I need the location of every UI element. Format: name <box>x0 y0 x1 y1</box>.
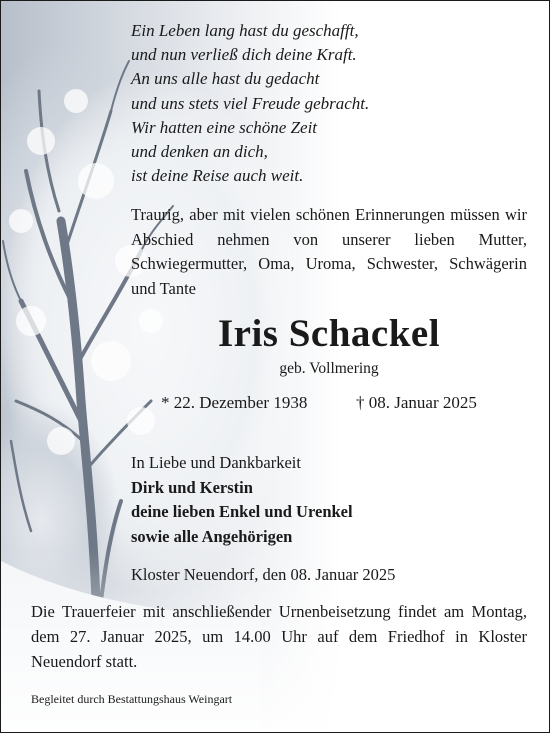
poem-line: ist deine Reise auch weit. <box>131 166 304 186</box>
poem-line: Ein Leben lang hast du geschafft, <box>131 21 359 40</box>
death-date: † 08. Januar 2025 <box>356 393 477 412</box>
mourner-name: sowie alle Angehörigen <box>131 526 293 546</box>
poem-line: und nun verließ dich deine Kraft. <box>131 45 357 65</box>
poem <box>131 19 369 188</box>
funeral-service-info: Die Trauerfeier mit anschließender Urnenbeisetzung findet am Montag, dem 27. Januar 2025, um 14.00 Uhr auf dem Friedhof in Kloster Neuendorf statt. <box>31 602 527 671</box>
poem-line: und uns stets viel Freude gebracht. <box>131 93 370 113</box>
notice-text <box>1 1 549 732</box>
poem-line: Wir hatten eine schöne Zeit <box>131 117 318 137</box>
mourners <box>131 451 353 549</box>
place-and-date: Kloster Neuendorf, den 08. Januar 2025 <box>131 565 396 584</box>
birth-date: * 22. Dezember 1938 <box>161 393 308 412</box>
maiden-name: geb. Vollmering <box>279 360 379 377</box>
deceased-name: Iris Schackel <box>217 312 441 355</box>
poem-line: und denken an dich, <box>131 142 268 162</box>
intro-text: Traurig, aber mit vielen schönen Erinnerungen müssen wir Abschied nehmen von unserer lieben Mutter, Schwiegermutter, Oma, Uroma, Schwester, Schwägerin und Tante <box>131 205 527 298</box>
mourner-name: deine lieben Enkel und Urenkel <box>131 502 353 521</box>
mourner-name: Dirk und Kerstin <box>131 477 253 497</box>
undertaker-credit: Begleitet durch Bestattungshaus Weingart <box>31 692 233 706</box>
mourners-opening: In Liebe und Dankbarkeit <box>131 453 301 472</box>
poem-line: An uns alle hast du gedacht <box>131 69 320 89</box>
